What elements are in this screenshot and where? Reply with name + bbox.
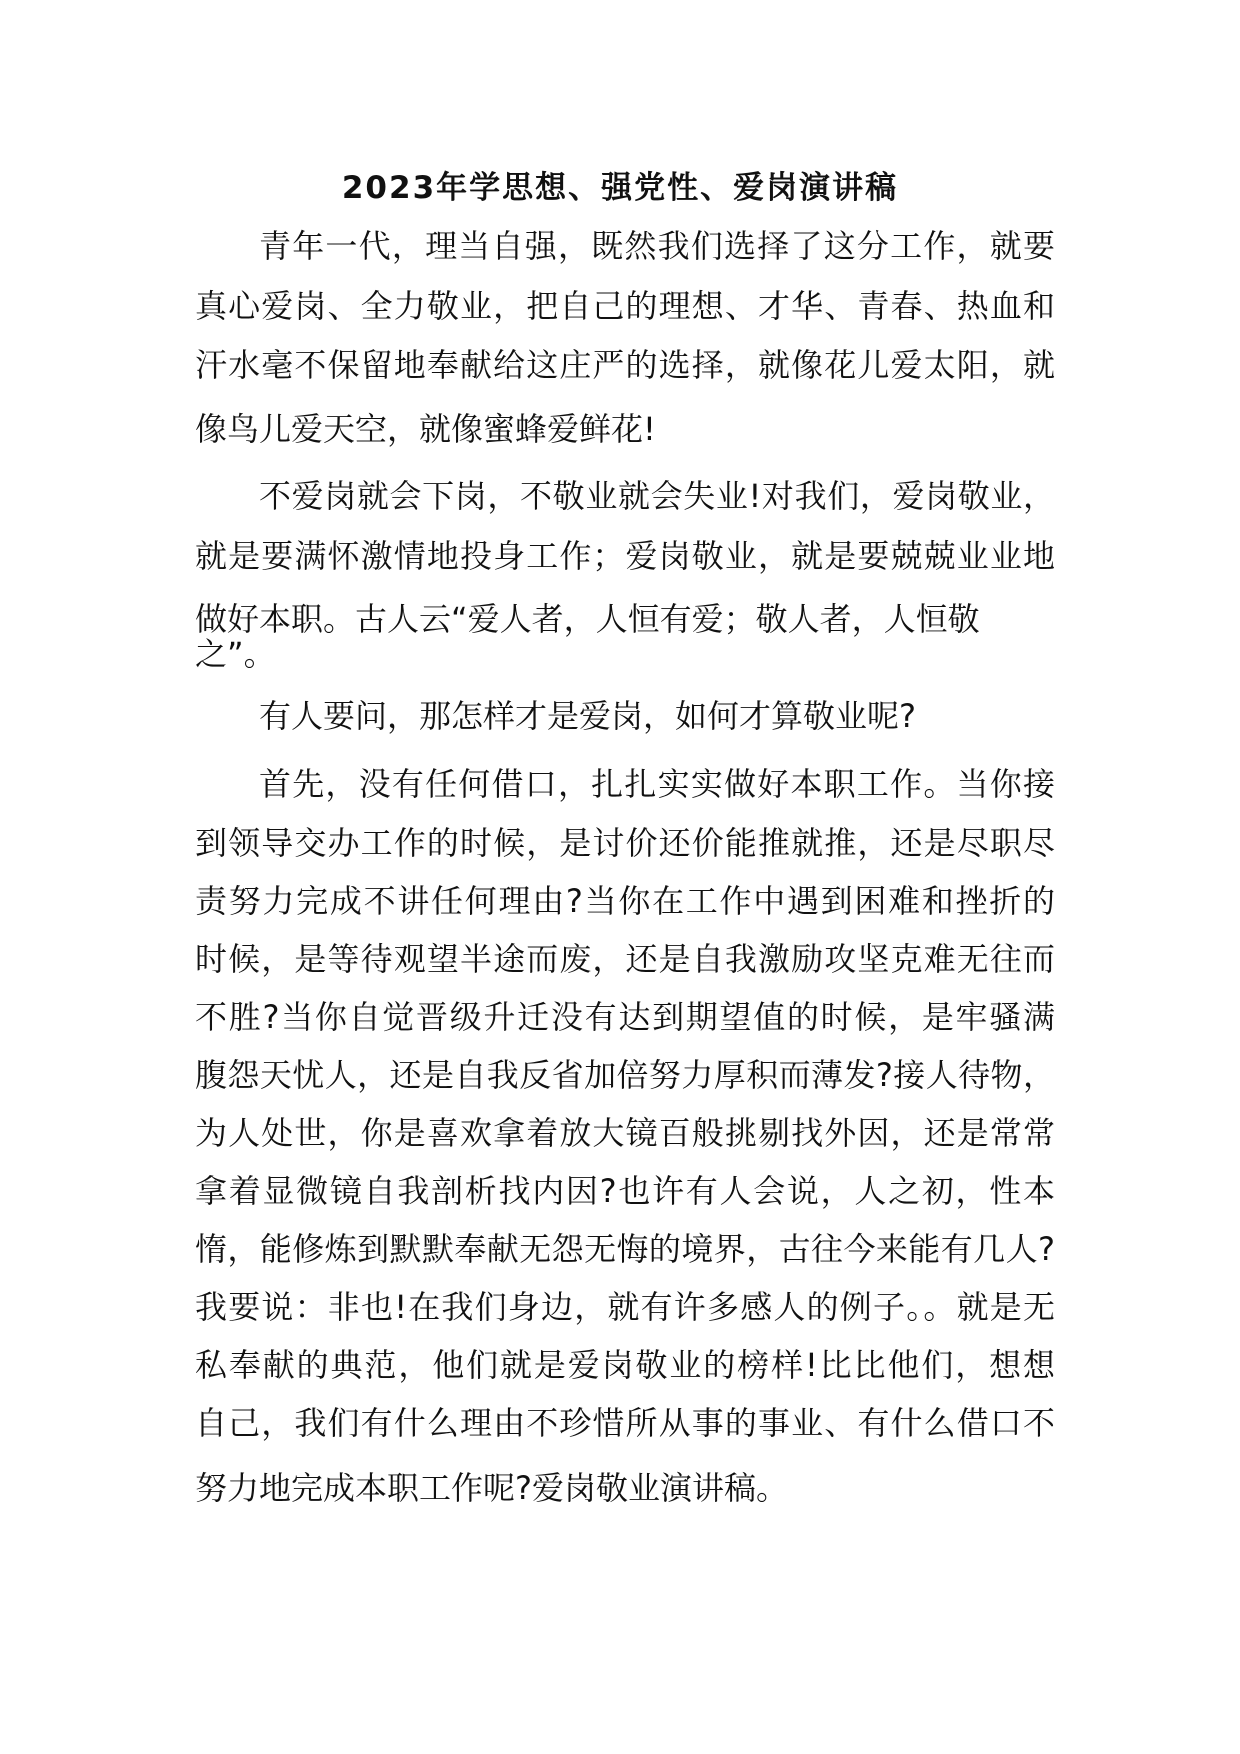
text-line: 汗水毫不保留地奉献给这庄严的选择，就像花儿爱太阳，就 [195,346,1055,384]
text-line: 到领导交办工作的时候，是讨价还价能推就推，还是尽职尽 [195,824,1055,862]
text-line: 时候，是等待观望半途而废，还是自我激励攻坚克难无往而 [195,940,1055,978]
text-line: 为人处世，你是喜欢拿着放大镜百般挑剔找外因，还是常常 [195,1114,1055,1152]
text-line: 不爱岗就会下岗，不敬业就会失业!对我们，爱岗敬业， [259,477,1055,515]
text-line: 腹怨天忧人，还是自我反省加倍努力厚积而薄发?接人待物， [195,1056,1055,1094]
text-line: 自己，我们有什么理由不珍惜所从事的事业、有什么借口不 [195,1404,1055,1442]
text-line: 之”。 [195,635,276,673]
text-line: 像鸟儿爱天空，就像蜜蜂爱鲜花! [195,410,656,448]
text-line: 私奉献的典范，他们就是爱岗敬业的榜样!比比他们，想想 [195,1346,1055,1384]
text-line: 有人要问，那怎样才是爱岗，如何才算敬业呢? [259,697,916,735]
text-line: 就是要满怀激情地投身工作；爱岗敬业，就是要兢兢业业地 [195,537,1055,575]
text-line: 不胜?当你自觉晋级升迁没有达到期望值的时候，是牢骚满 [195,998,1055,1036]
text-line: 责努力完成不讲任何理由?当你在工作中遇到困难和挫折的 [195,882,1055,920]
page-title: 2023年学思想、强党性、爱岗演讲稿 [341,170,899,206]
text-line: 青年一代，理当自强，既然我们选择了这分工作，就要 [259,227,1055,265]
text-line: 首先，没有任何借口，扎扎实实做好本职工作。当你接 [259,765,1055,803]
text-line: 拿着显微镜自我剖析找内因?也许有人会说，人之初，性本 [195,1172,1055,1210]
text-line: 努力地完成本职工作呢?爱岗敬业演讲稿。 [195,1469,788,1507]
text-line: 真心爱岗、全力敬业，把自己的理想、才华、青春、热血和 [195,287,1055,325]
text-line: 做好本职。古人云“爱人者，人恒有爱；敬人者，人恒敬 [195,600,980,638]
text-line: 惰，能修炼到默默奉献无怨无悔的境界，古往今来能有几人? [195,1230,1055,1268]
text-line: 我要说：非也!在我们身边，就有许多感人的例子。。就是无 [195,1288,1055,1326]
